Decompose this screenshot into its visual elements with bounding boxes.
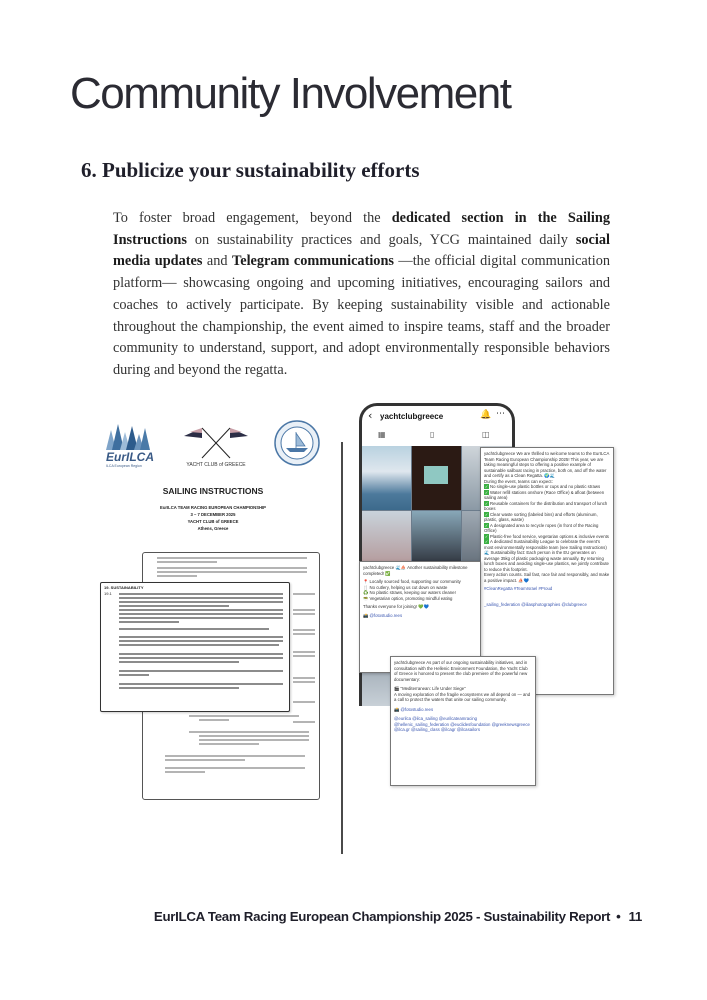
checkmark-icon: ✓ — [484, 500, 489, 506]
caption-item: ✓ Plastic-free food service, vegetarian options & inclusive events — [484, 533, 609, 539]
text-run: —the official digital communication platform— showcasing ongoing and upcoming initiatives, encouraging sailors and coaches to actively participate. By keeping sustainability visible and actionable throughout the championship, the event aimed to inspire teams, staff and the broader community to understand, support, and adopt environmentally responsible behaviors during and beyond the regatta. — [113, 253, 611, 378]
caption-intro: yachtclubgreece As part of our ongoing sustainability initiatives, and in consultation with the Hellenic Environment Foundation, the Yacht Club of Greece is honored to present the club premiere of the powerful new documentary: — [394, 660, 528, 682]
caption-mention[interactable]: 📸 @fotostudio.rees — [394, 706, 434, 712]
grid-icon[interactable]: ▦ — [378, 430, 386, 439]
page-title: Community Involvement — [70, 69, 511, 118]
caption-item: ✓ Water refill stations onshore (Race Office) & afloat (between sailing area) — [484, 489, 605, 500]
si-sustainability-section — [100, 582, 290, 712]
si-subtitle-line: EurILCA TEAM RACING EUROPEAN CHAMPIONSHIP — [160, 505, 266, 510]
bell-icon[interactable]: 🔔 — [480, 410, 492, 420]
page-number: 11 — [628, 909, 642, 924]
si-subtitle — [98, 504, 328, 532]
bold-run: Telegram communications — [232, 253, 394, 270]
crossed-flags-icon — [176, 424, 256, 460]
more-icon[interactable]: ⋯ — [496, 409, 505, 419]
checkmark-icon: ✓ — [484, 484, 489, 490]
si-subtitle-line: YACHT CLUB of GREECE — [187, 519, 239, 524]
caption-item: ✓ No single-use plastic bottles or cups and no plastic straws — [484, 484, 601, 490]
reels-icon[interactable]: ▯ — [430, 430, 435, 439]
footer-title: EurILCA Team Racing European Championship 2025 - Sustainability Report — [153, 909, 611, 924]
section-heading: 6. Publicize your sustainability efforts — [81, 158, 420, 182]
tagged-icon[interactable]: ◫ — [482, 430, 490, 439]
body-paragraph — [113, 208, 610, 382]
text-run: To foster broad engagement, beyond the — [113, 210, 392, 226]
profile-tabs — [362, 428, 512, 444]
caption-item: ✓ Reusable containers for the distribution and transport of lunch boxes — [484, 500, 608, 511]
caption-fact: 🌊 Sustainability fact: Each person in the EU generates on average 35kg of plastic packaging waste annually. By returning lunch boxes and avoiding single-use plastics, we jointly contribute to reduce this footprint. — [484, 550, 609, 572]
footer-separator: • — [616, 909, 621, 924]
text-run: and — [202, 253, 232, 270]
checkmark-icon: ✓ — [484, 539, 489, 545]
si-section-heading: 19. SUSTAINABILITY — [104, 585, 144, 590]
caption-hashtags[interactable]: @eurilca @ilca_sailing @eurilcateamracing @hellenic_sailing_federation @euclidesfoundation @greeknewsgreece @ilca.gr @sailing_class @ilcagr @ilcasailors — [394, 716, 530, 732]
caption-item: ✓ A dedicated Sustainability League to celebrate the event's most environmentally responsible team (see Sailing Instructions) — [484, 539, 607, 550]
si-section-number: 19.1 — [104, 591, 112, 596]
caption-description: A moving exploration of the fragile ecosystems we all depend on — and a call to protect the waters that unite our sailing community. — [394, 691, 531, 702]
si-subtitle-line: Athens, Greece — [197, 526, 229, 531]
caption-intro: yachtclubgreece We are thrilled to welcome teams to the EurILCA Team Racing European Championship 2025! This year, we are taking meaningful steps to offering a positive example of sustainable sailboat racing in practice, both on, and off the water and certify as a Clean Regatta. 🌍🌊 — [484, 451, 610, 478]
caption-mentions[interactable]: _sailing_federation @iliasphotographies @clubgreece — [484, 601, 587, 607]
eurilca-logo — [102, 422, 154, 470]
caption-item: 🍴 No cutlery, helping us cut down on waste — [363, 584, 448, 590]
caption-thanks: Thanks everyone for joining! 💚💙 — [363, 604, 429, 609]
page-footer — [0, 909, 642, 924]
caption-mention[interactable]: 📸 @fotostudio.rees — [363, 612, 403, 618]
sailing-instructions-figure — [98, 418, 328, 858]
account-name: yachtclubgreece — [380, 412, 444, 421]
caption-closing: Every action counts. Sail fast, race fair and responsibly, and make a positive impact. ⛵💙 — [484, 572, 610, 583]
profile-header — [362, 406, 512, 428]
bold-run: dedicated section in the Sailing Instructions — [113, 210, 610, 248]
caption-item: 🥗 Vegetarian option, promoting mindful eating — [363, 595, 453, 601]
trees-icon — [104, 422, 152, 450]
ycg-caption: YACHT CLUB of GREECE — [186, 462, 246, 468]
post-caption-documentary — [390, 656, 536, 786]
caption-item: ✓ A designated area to recycle ropes (in front of the Racing Office) — [484, 522, 599, 533]
si-subtitle-line: 3 – 7 DECEMBER 2025 — [190, 512, 236, 517]
bold-run: social media updates — [113, 231, 610, 270]
checkmark-icon: ✓ — [484, 489, 489, 495]
vertical-divider — [341, 442, 343, 854]
ycg-logo — [176, 424, 256, 472]
caption-item: 📍 Locally sourced food, supporting our community — [363, 579, 461, 584]
eurilca-wordmark: EurILCA — [106, 450, 154, 464]
caption-item: ✓ Clear waste sorting (labeled bins) and efforts (aluminum, plastic, glass, waste) — [484, 511, 598, 522]
checkmark-icon: ✓ — [484, 533, 489, 539]
eurilca-subtitle: ILCA European Region — [106, 464, 142, 468]
checkmark-icon: ✓ — [484, 511, 489, 517]
si-title: SAILING INSTRUCTIONS — [162, 486, 264, 496]
text-run: on sustainability practices and goals, YCG maintained daily — [186, 231, 576, 248]
caption-item: ♻️ No plastic straws, keeping our waters cleaner — [363, 590, 456, 595]
checkmark-icon: ✓ — [484, 522, 489, 528]
chevron-left-icon[interactable]: ‹ — [368, 409, 373, 422]
caption-film-title: 🎬 "Mediterranean: Life Under Siege" — [394, 686, 466, 691]
caption-intro: yachtclubgreece 🌊⛵ Another sustainability milestone completed! ✅ — [363, 565, 468, 576]
post-thumbnail[interactable] — [412, 446, 461, 510]
post-thumbnail[interactable] — [362, 446, 411, 510]
federation-seal-icon — [274, 420, 320, 466]
caption-hashtags[interactable]: #CleanRegatta #TeamIsrael #Proud — [484, 586, 553, 591]
caption-text: During the event, teams can expect: — [484, 478, 553, 484]
